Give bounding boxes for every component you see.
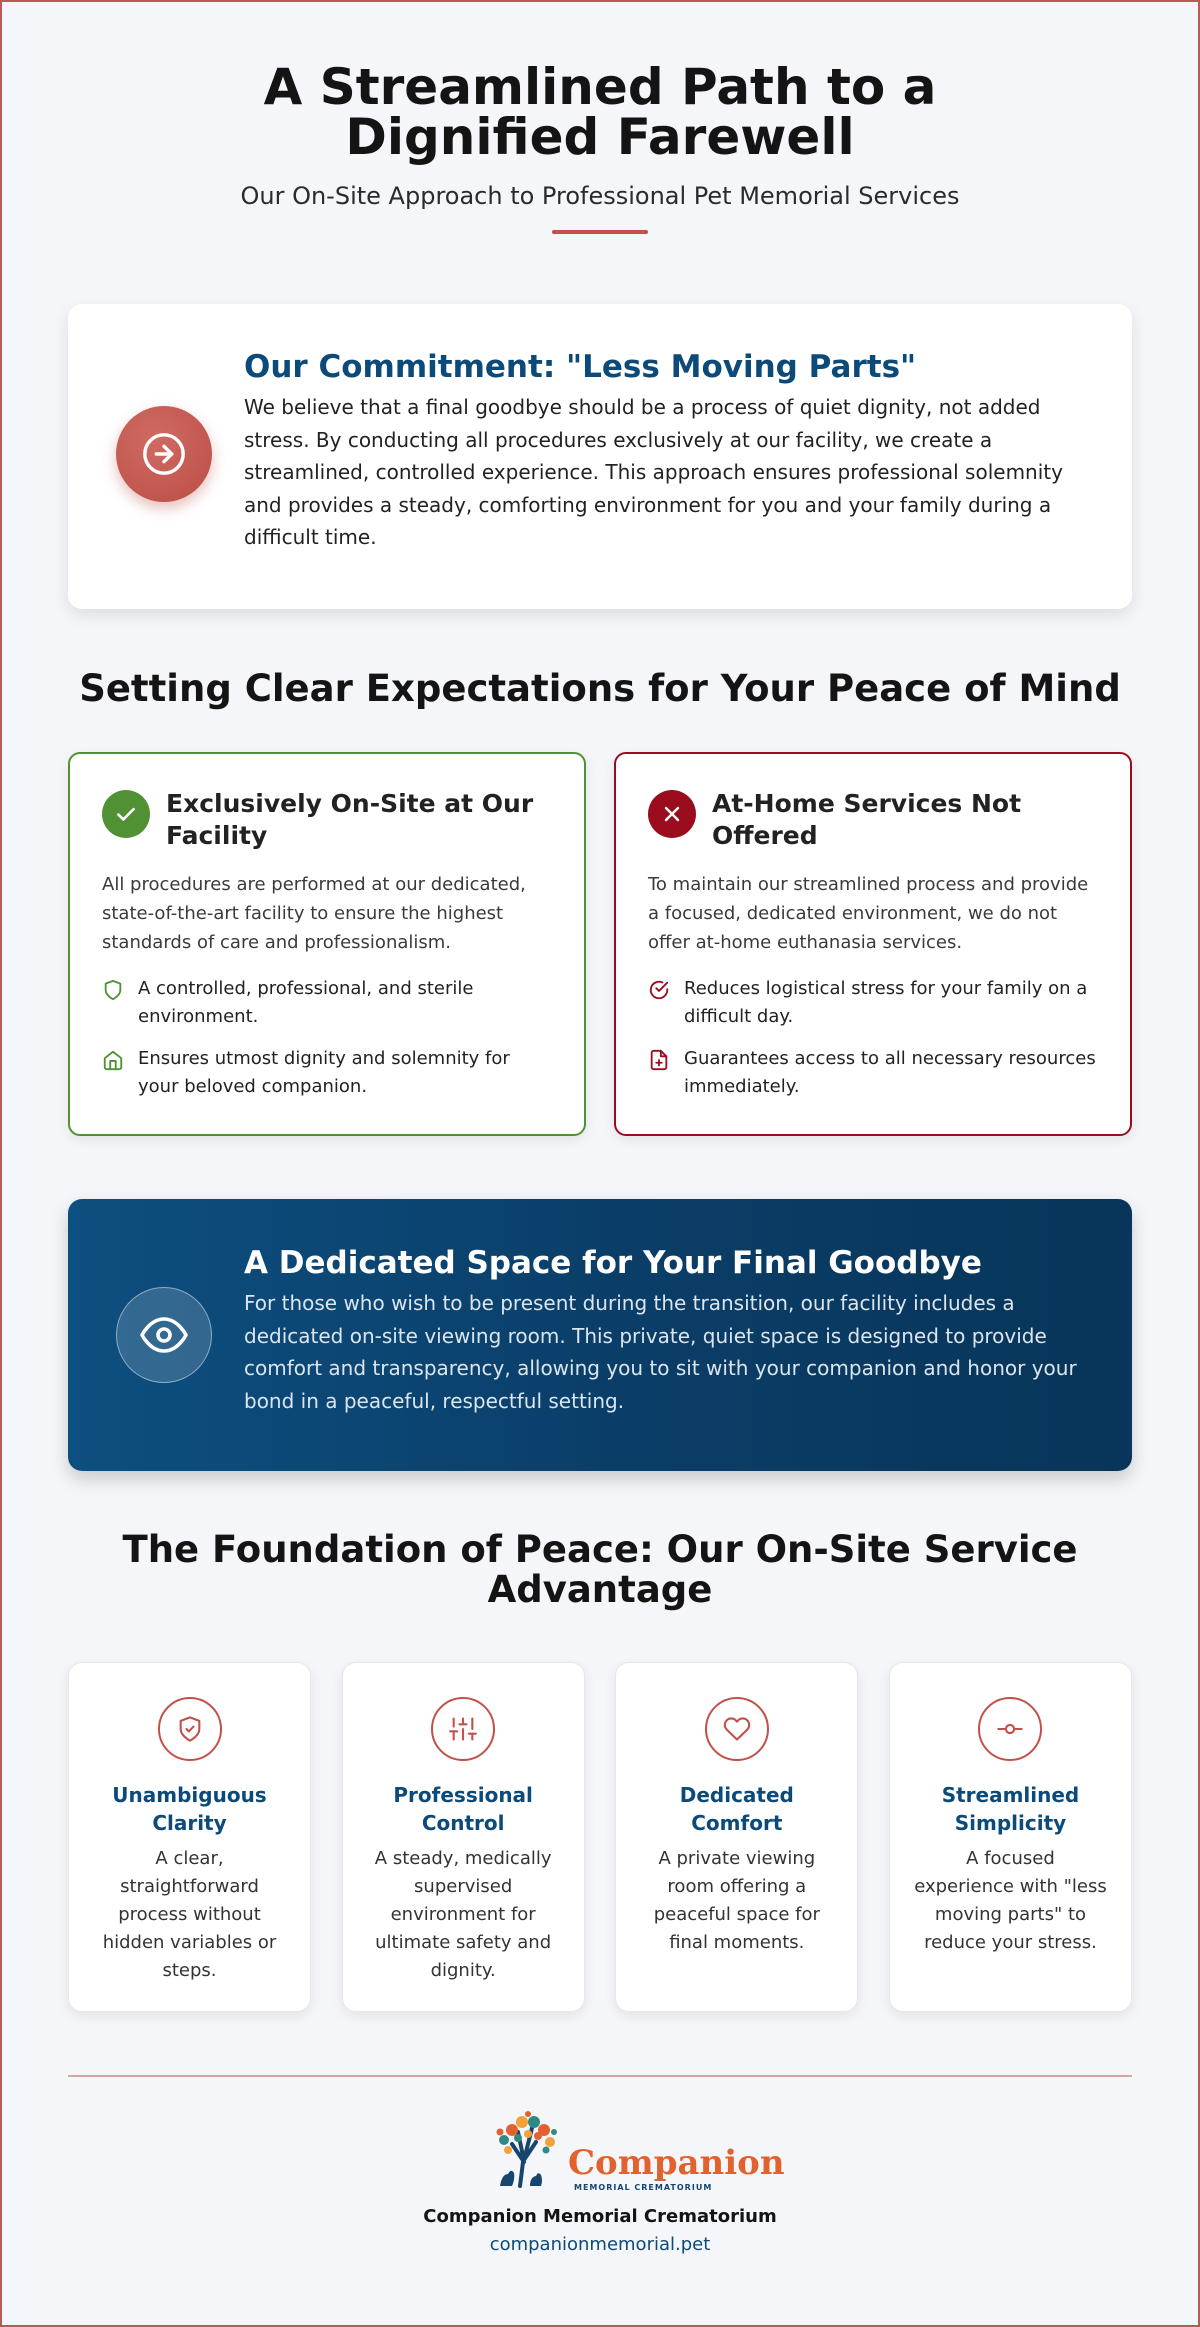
commitment-text bbox=[244, 349, 1068, 554]
list-item-text: Guarantees access to all necessary resources immediately. bbox=[684, 1048, 1096, 1097]
file-plus-icon bbox=[648, 1049, 670, 1080]
feature-text: A clear, straightforward process without hidden variables or steps. bbox=[102, 1848, 277, 1981]
list-item bbox=[648, 975, 1098, 1031]
svg-text:MEMORIAL CREMATORIUM: MEMORIAL CREMATORIUM bbox=[574, 2183, 713, 2192]
svg-text:Companion: Companion bbox=[568, 2143, 785, 2183]
feature-text: A steady, medically supervised environment for ultimate safety and dignity. bbox=[374, 1848, 552, 1981]
x-icon bbox=[648, 790, 696, 838]
list-item-text: Reduces logistical stress for your family on a difficult day. bbox=[684, 978, 1088, 1027]
list-item-text: A controlled, professional, and sterile environment. bbox=[138, 978, 474, 1027]
git-commit-icon bbox=[978, 1697, 1042, 1761]
commitment-card bbox=[68, 304, 1132, 609]
company-name: Companion Memorial Crematorium bbox=[423, 2206, 777, 2227]
feature-title: Professional Control bbox=[393, 1783, 533, 1835]
banner-body: For those who wish to be present during the transition, our facility includes a dedicated on-site viewing room. This private, quiet space is designed to provide comfort and transparency, allowing you to sit with your companion and honor your bond in a peaceful, respectful setting. bbox=[244, 1291, 1077, 1413]
feature-card bbox=[68, 1662, 311, 2012]
content bbox=[68, 2, 1132, 2255]
shield-check-icon bbox=[158, 1697, 222, 1761]
list-item-text: Ensures utmost dignity and solemnity for your beloved companion. bbox=[138, 1048, 510, 1097]
onsite-benefits-list bbox=[102, 975, 552, 1101]
title-divider bbox=[552, 230, 648, 234]
eye-icon bbox=[116, 1287, 212, 1383]
page-subtitle: Our On-Site Approach to Professional Pet Memorial Services bbox=[240, 182, 960, 210]
feature-title: Streamlined Simplicity bbox=[941, 1783, 1080, 1835]
feature-title: Dedicated Comfort bbox=[679, 1783, 794, 1835]
arrow-circle-right-icon bbox=[116, 406, 212, 502]
page-title: A Streamlined Path to a Dignified Farewell bbox=[263, 58, 937, 166]
banner-text bbox=[244, 1245, 1080, 1417]
athome-card-header bbox=[648, 788, 1098, 852]
feature-title: Unambiguous Clarity bbox=[112, 1783, 267, 1835]
commitment-body: We believe that a final goodbye should be a process of quiet dignity, not added stress. By conducting all procedures exclusively at our facility, we create a streamlined, controlled experience. This approach ensures professional solemnity and provides a steady, comforting environment for you and your family during a difficult time. bbox=[244, 395, 1063, 549]
shield-icon bbox=[102, 979, 124, 1010]
onsite-card-description: All procedures are performed at our dedicated, state-of-the-art facility to ensure the highest standards of care and professionalism. bbox=[102, 874, 526, 953]
home-icon bbox=[102, 1049, 124, 1080]
onsite-card-header bbox=[102, 788, 552, 852]
onsite-card-title: Exclusively On-Site at Our Facility bbox=[166, 789, 534, 850]
list-item bbox=[102, 1045, 552, 1101]
commitment-title: Our Commitment: "Less Moving Parts" bbox=[244, 349, 917, 385]
expectations-title: Setting Clear Expectations for Your Peace of Mind bbox=[79, 667, 1121, 710]
athome-card bbox=[614, 752, 1132, 1136]
hero bbox=[68, 2, 1132, 234]
feature-card bbox=[342, 1662, 585, 2012]
athome-card-title: At-Home Services Not Offered bbox=[712, 789, 1022, 850]
footer-divider bbox=[68, 2075, 1132, 2077]
list-item bbox=[648, 1045, 1098, 1101]
athome-benefits-list bbox=[648, 975, 1098, 1101]
foundation-title: The Foundation of Peace: Our On-Site Service Advantage bbox=[122, 1528, 1078, 1611]
sliders-icon bbox=[431, 1697, 495, 1761]
website-link[interactable]: companionmemorial.pet bbox=[489, 2234, 711, 2255]
feature-grid bbox=[68, 1662, 1132, 2012]
heart-icon bbox=[705, 1697, 769, 1761]
list-item bbox=[102, 975, 552, 1031]
feature-text: A private viewing room offering a peaceful space for final moments. bbox=[653, 1848, 820, 1953]
check-icon bbox=[102, 790, 150, 838]
onsite-card bbox=[68, 752, 586, 1136]
check-circle-icon bbox=[648, 979, 670, 1010]
feature-text: A focused experience with "less moving parts" to reduce your stress. bbox=[914, 1848, 1107, 1953]
banner-title: A Dedicated Space for Your Final Goodbye bbox=[244, 1245, 982, 1281]
feature-card bbox=[615, 1662, 858, 2012]
feature-card bbox=[889, 1662, 1132, 2012]
athome-card-description: To maintain our streamlined process and provide a focused, dedicated environment, we do not offer at-home euthanasia services. bbox=[648, 874, 1089, 953]
viewing-room-banner bbox=[68, 1199, 1132, 1471]
company-logo bbox=[478, 2110, 785, 2194]
